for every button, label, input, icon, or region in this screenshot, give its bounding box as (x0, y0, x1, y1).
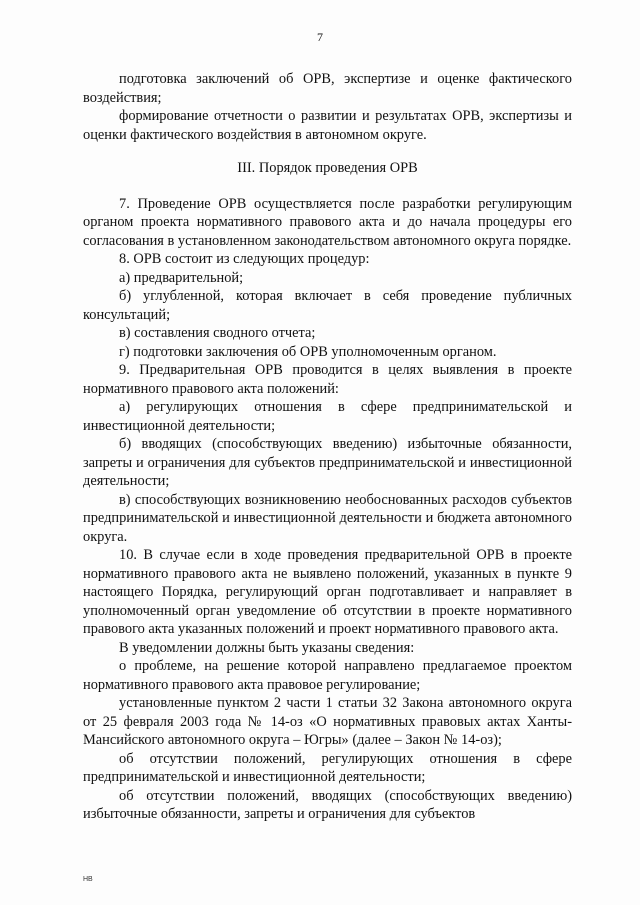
list-item-9b: б) вводящих (способствующих введению) избыточные обязанности, запреты и ограничения для субъектов предпринимательской и инвестиционной деятельности; (83, 436, 572, 489)
paragraph-7: 7. Проведение ОРВ осуществляется после разработки регулирующим органом проекта нормативного правового акта и до начала процедуры его согласования в установленном законодательством автономного округа порядке. (83, 195, 572, 249)
footer-initials: НВ (83, 876, 93, 883)
paragraph-9: 9. Предварительная ОРВ проводится в целях выявления в проекте нормативного правового акта положений: (83, 362, 572, 397)
paragraph-notice-intro: В уведомлении должны быть указаны сведения: (119, 639, 415, 656)
list-item-8v: в) составления сводного отчета; (119, 325, 316, 341)
paragraph-reporting: формирование отчетности о развитии и результатах ОРВ, экспертизы и оценки фактического воздействия в автономном округе. (83, 108, 572, 143)
list-item-9a: а) регулирующих отношения в сфере предпринимательской и инвестиционной деятельности; (83, 399, 572, 434)
paragraph-notice-problem: о проблеме, на решение которой направлено предлагаемое проектом нормативного правового акта правовое регулирование; (83, 658, 572, 693)
list-item-9v: в) способствующих возникновению необоснованных расходов субъектов предпринимательской и инвестиционной деятельности и бюджета автономного округа. (83, 491, 572, 545)
list-item-8b: б) углубленной, которая включает в себя проведение публичных консультаций; (83, 288, 572, 323)
paragraph-10: 10. В случае если в ходе проведения предварительной ОРВ в проекте нормативного правового акта не выявлено положений, указанных в пункте 9 настоящего Порядка, регулирующий орган подготавливает и направляет в уполномоченный орган уведомление об отсутствии в проекте нормативного правового акта указанных положений и проект нормативного правового акта. (83, 547, 572, 637)
section-heading: III. Порядок проведения ОРВ (237, 160, 418, 176)
paragraph-conclusions: подготовка заключений об ОРВ, экспертизе и оценке фактического воздействия; (83, 71, 572, 106)
paragraph-notice-law: установленные пунктом 2 части 1 статьи 32 Закона автономного округа от 25 февраля 2003 года № 14-оз «О нормативных правовых актах Ханты-Мансийского автономного округа – Югры» (далее – Закон № 14-оз); (83, 695, 572, 748)
paragraph-8: 8. ОРВ состоит из следующих процедур: (119, 251, 370, 267)
paragraph-notice-no-regulation: об отсутствии положений, регулирующих отношения в сфере предпринимательской и инвестиционной деятельности; (83, 750, 572, 785)
paragraph-notice-no-excessive: об отсутствии положений, вводящих (способствующих введению) избыточные обязанности, запреты и ограничения для субъектов (83, 787, 572, 822)
document-body (83, 70, 572, 824)
list-item-8a: а) предварительной; (119, 269, 244, 286)
list-item-8g: г) подготовки заключения об ОРВ уполномоченным органом. (119, 343, 497, 360)
page-number: 7 (317, 30, 323, 44)
